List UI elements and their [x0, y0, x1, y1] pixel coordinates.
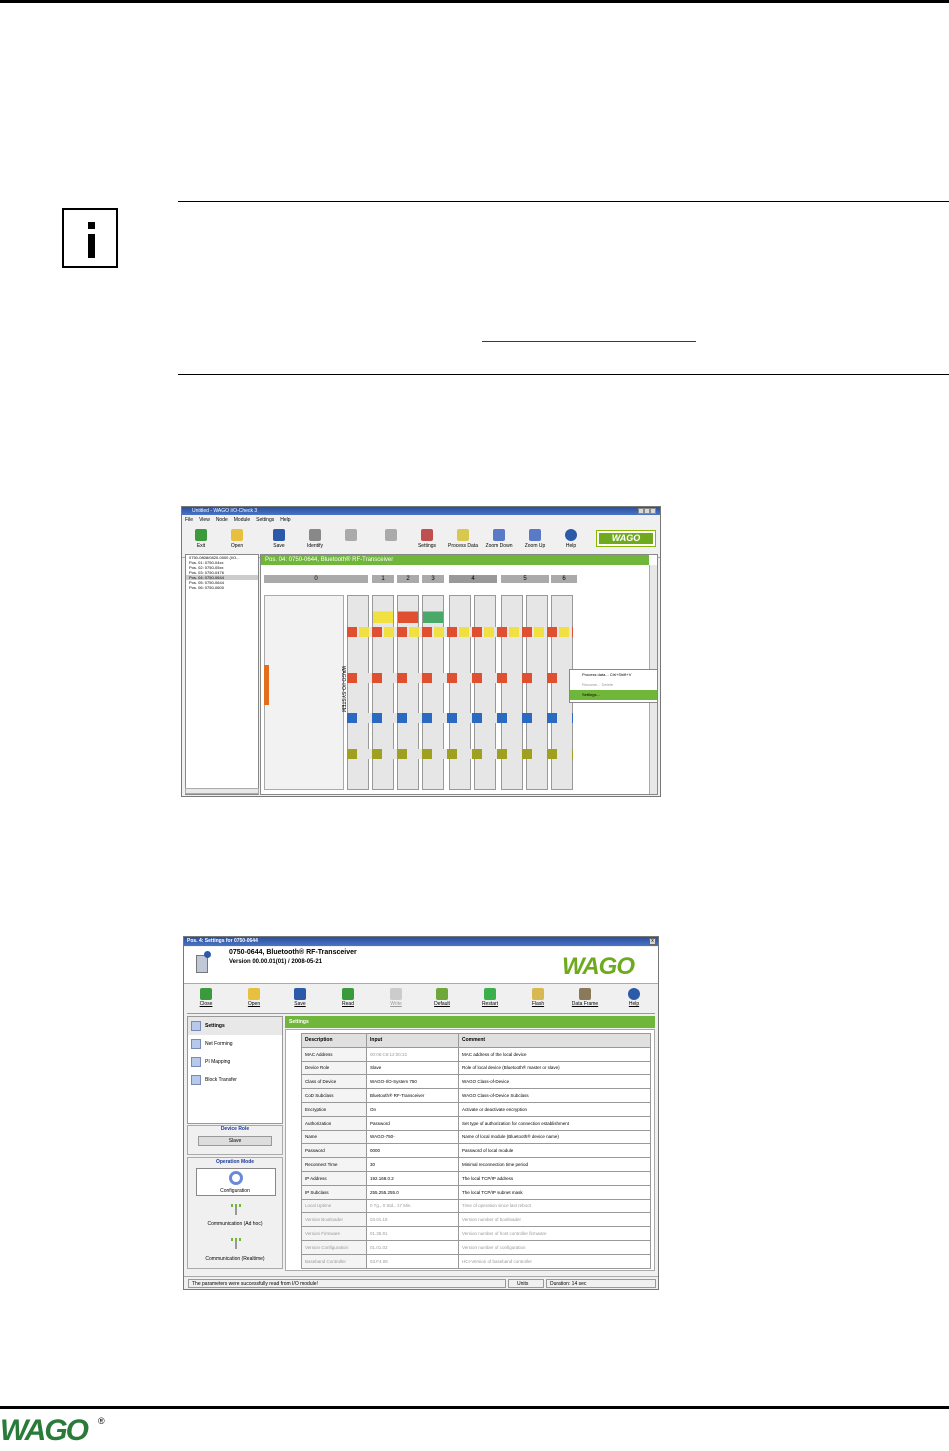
mode-configuration-label: Configuration: [220, 1188, 250, 1194]
position-number: 3: [422, 575, 444, 583]
row-input[interactable]: 00:06:C6:12:00:22: [367, 1047, 459, 1061]
position-number: 0: [264, 575, 368, 583]
save-icon: [273, 529, 285, 541]
row-input[interactable]: 255.255.255.0: [367, 1185, 459, 1199]
status-duration: Duration: 14 sec: [546, 1279, 656, 1288]
status-units: Units: [508, 1279, 544, 1288]
tree-item[interactable]: Pos. 01: 0750-04xx: [189, 560, 224, 565]
exit-icon: [200, 988, 212, 1000]
settings-header: Settings: [285, 1016, 655, 1028]
table-row[interactable]: [302, 1199, 651, 1213]
row-input[interactable]: 01.35.91: [367, 1227, 459, 1241]
zoom-down-button[interactable]: Zoom Down: [482, 527, 516, 555]
close-button[interactable]: Close: [191, 987, 221, 1012]
position-number: 1: [372, 575, 394, 583]
row-input[interactable]: Password: [367, 1116, 459, 1130]
row-comment: WAGO Class-of-Device Subclass: [459, 1089, 651, 1103]
menu-file[interactable]: File: [185, 517, 194, 523]
row-input[interactable]: Bluetooth® RF-Transceiver: [367, 1089, 459, 1103]
save-icon: [294, 988, 306, 1000]
context-menu: [569, 669, 658, 703]
position-number: 2: [397, 575, 419, 583]
status-message: The parameters were successfully read from I/O module!: [188, 1279, 506, 1288]
note-bottom-rule: [178, 374, 949, 375]
row-description: Version Configuration: [302, 1240, 367, 1254]
column-header: Comment: [459, 1034, 651, 1048]
row-comment: Role of local device (Bluetooth® master or slave): [459, 1061, 651, 1075]
device-role-title: Device Role: [220, 1126, 250, 1132]
flash-icon: [532, 988, 544, 1000]
row-comment: Set type of authorization for connection establishment: [459, 1116, 651, 1130]
open-icon: [231, 529, 243, 541]
tree-item-selected[interactable]: Pos. 04: 0750-0644: [186, 575, 258, 580]
open-button[interactable]: Open: [220, 527, 254, 555]
table-row[interactable]: [302, 1061, 651, 1075]
node-icon: [385, 529, 397, 541]
table-row[interactable]: [302, 1075, 651, 1089]
module-3[interactable]: [422, 595, 444, 790]
row-comment: Activate or deactivate encryption: [459, 1102, 651, 1116]
row-description: Local Uptime: [302, 1199, 367, 1213]
hyperlink-underline[interactable]: [482, 341, 696, 342]
module-5[interactable]: [501, 595, 523, 790]
note-top-rule: [178, 201, 949, 202]
configuration-icon: [229, 1171, 243, 1185]
row-comment: Password of local module: [459, 1144, 651, 1158]
position-number: 6: [551, 575, 577, 583]
row-description: Device Role: [302, 1061, 367, 1075]
write-button[interactable]: Write: [381, 987, 411, 1012]
context-rename[interactable]: Rename... Delete: [582, 682, 614, 687]
row-comment: Version number of host controller firmware: [459, 1227, 651, 1241]
menu-view[interactable]: View: [199, 517, 210, 523]
nav-net-forming[interactable]: Net Forming: [188, 1035, 282, 1053]
table-row[interactable]: [302, 1185, 651, 1199]
status-bar: [184, 1276, 658, 1290]
process-data-button[interactable]: Process Data: [446, 527, 480, 555]
row-input[interactable]: 03.F4.08: [367, 1254, 459, 1268]
tree-item[interactable]: Pos. 03: 0750-0476: [189, 570, 224, 575]
row-input[interactable]: 0 Tg., 0 Std., 17 Min.: [367, 1199, 459, 1213]
fieldbus-coupler[interactable]: WAGO-I/O-SYSTEM: [264, 595, 344, 790]
table-row[interactable]: [302, 1144, 651, 1158]
row-comment: The local TCP/IP address: [459, 1171, 651, 1185]
table-row[interactable]: [302, 1171, 651, 1185]
row-input[interactable]: WAGO-750-: [367, 1130, 459, 1144]
menu-settings[interactable]: Settings: [256, 517, 275, 523]
module-1[interactable]: [372, 595, 394, 790]
row-comment: The local TCP/IP subnet mask: [459, 1185, 651, 1199]
row-comment: WAGO Class-of-Device: [459, 1075, 651, 1089]
module-name: 0750-0644, Bluetooth® RF-Transceiver: [229, 949, 357, 956]
row-comment: HCI-Version of baseband controller: [459, 1254, 651, 1268]
module-version: Version 00.00.01(01) / 2008-05-21: [229, 959, 323, 965]
device-role-panel: [187, 1125, 283, 1155]
module-2[interactable]: [397, 595, 419, 790]
tree-item[interactable]: Pos. 02: 0750-05xx: [189, 565, 224, 570]
read-icon: [342, 988, 354, 1000]
help-button[interactable]: Help: [554, 527, 588, 555]
operation-mode-title: Operation Mode: [215, 1159, 255, 1165]
nav-block-transfer[interactable]: Block Transfer: [188, 1071, 282, 1089]
toolbar-button-6[interactable]: [374, 527, 408, 555]
row-input[interactable]: 01.01.02: [367, 1240, 459, 1254]
row-comment: Name of local module (Bluetooth® device name): [459, 1130, 651, 1144]
settings-navigation: [187, 1016, 283, 1124]
help-icon: [628, 988, 640, 1000]
table-row[interactable]: [302, 1089, 651, 1103]
module-4b[interactable]: [474, 595, 496, 790]
row-description: Reconnect Time: [302, 1158, 367, 1172]
data-frame-button[interactable]: Data Frame: [567, 987, 603, 1012]
operation-mode-panel: [187, 1157, 283, 1269]
table-row[interactable]: [302, 1130, 651, 1144]
zoom-in-icon: [529, 529, 541, 541]
menu-module[interactable]: Module: [233, 517, 251, 523]
context-process-data[interactable]: Process data... Ctrl+Shift+V: [582, 672, 632, 677]
open-icon: [248, 988, 260, 1000]
column-header: Input: [367, 1034, 459, 1048]
settings-table: [301, 1033, 651, 1269]
table-row[interactable]: [302, 1254, 651, 1268]
module-icon: [345, 529, 357, 541]
window-buttons[interactable]: [638, 508, 658, 514]
row-description: IP Address: [302, 1171, 367, 1185]
row-description: Name: [302, 1130, 367, 1144]
menu-bar[interactable]: [182, 516, 660, 524]
mode-realtime[interactable]: Communication (Realtime): [205, 1256, 265, 1262]
node-tree[interactable]: [185, 554, 259, 795]
dialog-toolbar: [187, 986, 655, 1014]
identify-icon: [309, 529, 321, 541]
tree-scrollbar[interactable]: [185, 788, 259, 794]
row-comment: Minimal reconnection time period: [459, 1158, 651, 1172]
adhoc-icon: [231, 1204, 241, 1216]
io-check-window-screenshot: [181, 506, 661, 797]
row-description: IP Subclass: [302, 1185, 367, 1199]
settings-button[interactable]: Settings: [410, 527, 444, 555]
wago-logo: WAGO: [596, 530, 656, 547]
module-4[interactable]: [449, 595, 471, 790]
row-description: Class of Device: [302, 1075, 367, 1089]
context-settings[interactable]: Settings...: [570, 690, 658, 700]
table-row[interactable]: [302, 1240, 651, 1254]
process-data-icon: [457, 529, 469, 541]
row-comment: Version number of configuration: [459, 1240, 651, 1254]
open-button[interactable]: Open: [239, 987, 269, 1012]
row-description: Password: [302, 1144, 367, 1158]
position-number: 5: [501, 575, 549, 583]
row-input[interactable]: Slave: [367, 1061, 459, 1075]
save-button[interactable]: Save: [285, 987, 315, 1012]
dialog-title: Pos. 4: Settings for 0750-0644: [184, 937, 658, 946]
default-icon: [436, 988, 448, 1000]
row-input[interactable]: On: [367, 1102, 459, 1116]
menu-node[interactable]: Node: [215, 517, 228, 523]
write-icon: [390, 988, 402, 1000]
table-row[interactable]: [302, 1227, 651, 1241]
settings-table-container: [285, 1029, 655, 1271]
row-comment: Time of operation since last reboot: [459, 1199, 651, 1213]
default-button[interactable]: Default: [427, 987, 457, 1012]
row-input[interactable]: 30: [367, 1158, 459, 1172]
identify-button[interactable]: Identify: [298, 527, 332, 555]
realtime-icon: [231, 1238, 241, 1250]
settings-dialog-screenshot: [183, 936, 659, 1290]
info-icon: [62, 208, 118, 268]
zoom-up-button[interactable]: Zoom Up: [518, 527, 552, 555]
device-role-value: Slave: [198, 1136, 272, 1146]
window-title: Untitled - WAGO I/O-Check 3: [182, 507, 660, 515]
tree-item[interactable]: Pos. 05: 0750-0644: [189, 580, 224, 585]
table-row[interactable]: [302, 1047, 651, 1061]
row-description: Baseband Controller: [302, 1254, 367, 1268]
row-description: Version Bootloader: [302, 1213, 367, 1227]
table-row[interactable]: [302, 1102, 651, 1116]
module-5b[interactable]: [526, 595, 548, 790]
table-row[interactable]: [302, 1116, 651, 1130]
exit-icon: [195, 529, 207, 541]
mode-adhoc[interactable]: Communication (Ad hoc): [207, 1221, 263, 1227]
row-input[interactable]: 03.01.18: [367, 1213, 459, 1227]
tree-item[interactable]: Pos. 06: 0750-0600: [189, 585, 224, 590]
close-icon[interactable]: x: [649, 938, 656, 945]
module-view: [260, 554, 658, 795]
row-comment: MAC address of the local device: [459, 1047, 651, 1061]
bottom-rule: [0, 1406, 949, 1409]
row-input[interactable]: 192.168.0.2: [367, 1171, 459, 1185]
row-input[interactable]: 0000: [367, 1144, 459, 1158]
row-input[interactable]: WAGO-I/O-System 750: [367, 1075, 459, 1089]
footer-wago-logo: WAGO ®: [0, 1414, 105, 1447]
table-row[interactable]: [302, 1213, 651, 1227]
restart-button[interactable]: Restart: [475, 987, 505, 1012]
module-settings-icon: [194, 951, 212, 975]
top-rule: [0, 0, 949, 3]
position-bar: Pos. 04: 0750-0644, Bluetooth® RF-Transceiver: [261, 555, 649, 565]
save-button[interactable]: Save: [262, 527, 296, 555]
restart-icon: [484, 988, 496, 1000]
tree-item[interactable]: 0750-0808/0820-0000 (I/O...: [189, 555, 240, 560]
menu-help[interactable]: Help: [280, 517, 291, 523]
nav-settings[interactable]: Settings: [188, 1017, 282, 1035]
row-description: Authorization: [302, 1116, 367, 1130]
flash-button[interactable]: Flash: [523, 987, 553, 1012]
data-frame-icon: [579, 988, 591, 1000]
exit-button[interactable]: Exit: [184, 527, 218, 555]
wago-logo: WAGO: [562, 953, 634, 980]
zoom-out-icon: [493, 529, 505, 541]
row-description: Version Firmware: [302, 1227, 367, 1241]
position-number: 4: [449, 575, 497, 583]
help-button[interactable]: Help: [619, 987, 649, 1012]
row-comment: Version number of bootloader: [459, 1213, 651, 1227]
nav-pi-mapping[interactable]: PI Mapping: [188, 1053, 282, 1071]
column-header: Description: [302, 1034, 367, 1048]
row-description: CoD Subclass: [302, 1089, 367, 1103]
table-row[interactable]: [302, 1158, 651, 1172]
row-description: Encryption: [302, 1102, 367, 1116]
row-description: MAC Address: [302, 1047, 367, 1061]
read-button[interactable]: Read: [333, 987, 363, 1012]
toolbar-button-5[interactable]: [334, 527, 368, 555]
wrench-icon: [421, 529, 433, 541]
help-icon: [565, 529, 577, 541]
